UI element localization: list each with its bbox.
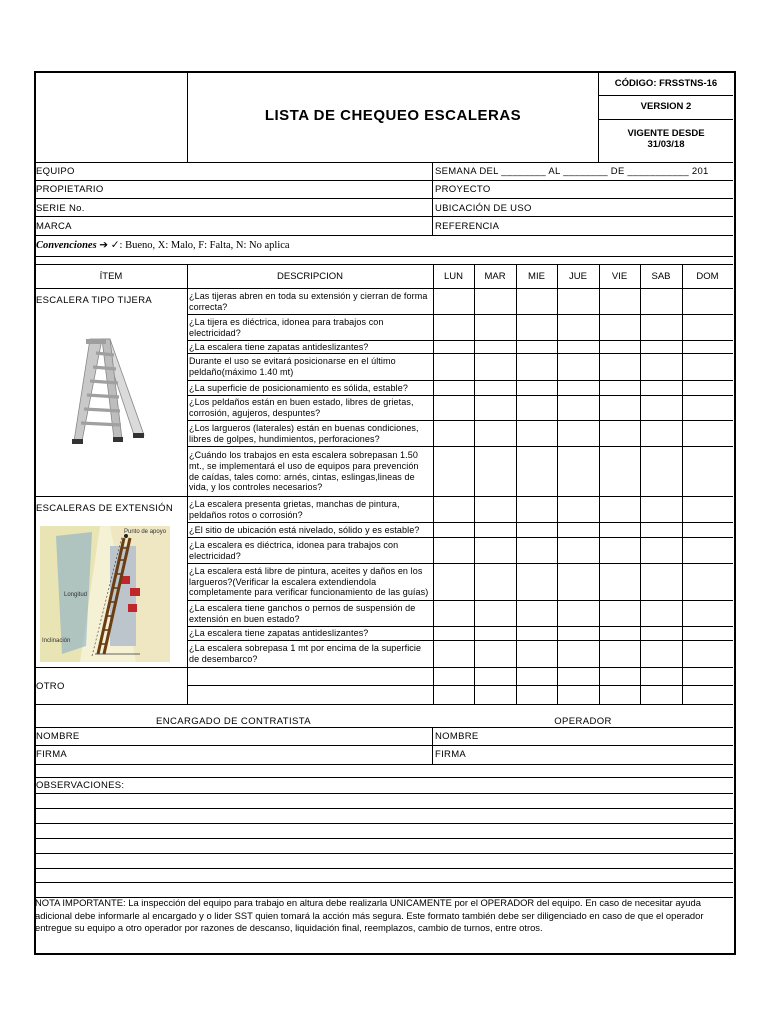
tijera-item-text: ¿Las tijeras abren en toda su extensión y cierran de forma correcta? [189, 290, 428, 312]
col-descripcion: DESCRIPCION [277, 271, 343, 282]
extension-check-cell-dom[interactable] [683, 627, 733, 640]
tijera-item-text: ¿Cuándo los trabajos en esta escalera sobrepasan 1.50 mt., se implementará el uso de equipos para prevención de caídas, tales como: arnés, cintas, eslingas,lineas de vida, y los controles necesarios? [189, 450, 419, 493]
tijera-check-cell-mar[interactable] [475, 396, 516, 420]
extension-check-cell-sab[interactable] [641, 523, 682, 537]
tijera-check-cell-jue[interactable] [558, 447, 599, 496]
tijera-check-cell-vie[interactable] [600, 396, 640, 420]
tijera-check-cell-jue[interactable] [558, 421, 599, 446]
tijera-check-cell-dom[interactable] [683, 396, 733, 420]
extension-check-cell-dom[interactable] [683, 497, 733, 522]
tijera-check-cell-lun[interactable] [434, 315, 474, 340]
extension-check-cell-lun[interactable] [434, 601, 474, 626]
extension-check-cell-jue[interactable] [558, 538, 599, 563]
extension-check-cell-mie[interactable] [517, 601, 557, 626]
tijera-check-cell-sab[interactable] [641, 289, 682, 314]
tijera-check-cell-mie[interactable] [517, 381, 557, 395]
extension-check-cell-dom[interactable] [683, 641, 733, 667]
tijera-check-cell-mar[interactable] [475, 289, 516, 314]
diagram-label-longitud: Longitud [64, 592, 88, 598]
extension-check-cell-mar[interactable] [475, 601, 516, 626]
section-tijera-title: ESCALERA TIPO TIJERA [36, 295, 152, 306]
grid-line [35, 838, 733, 839]
convenciones-text: : Bueno, X: Malo, F: Falta, N: No aplica [119, 240, 290, 251]
tijera-check-cell-sab[interactable] [641, 341, 682, 353]
extension-check-cell-sab[interactable] [641, 564, 682, 600]
extension-check-cell-lun[interactable] [434, 627, 474, 640]
extension-check-cell-dom[interactable] [683, 601, 733, 626]
tijera-check-cell-mar[interactable] [475, 354, 516, 380]
extension-check-cell-vie[interactable] [600, 538, 640, 563]
tijera-check-cell-vie[interactable] [600, 447, 640, 496]
tijera-item-2 [189, 315, 431, 340]
grid-line [35, 808, 733, 809]
extension-check-cell-sab[interactable] [641, 641, 682, 667]
extension-check-cell-jue[interactable] [558, 641, 599, 667]
extension-check-cell-vie[interactable] [600, 641, 640, 667]
grid-line [35, 793, 733, 794]
col-day-mie: MIE [528, 271, 545, 282]
convenciones-label: Convenciones [36, 240, 97, 251]
tijera-check-cell-lun[interactable] [434, 447, 474, 496]
tijera-check-cell-vie[interactable] [600, 315, 640, 340]
extension-check-cell-dom[interactable] [683, 523, 733, 537]
col-day-jue: JUE [569, 271, 587, 282]
serie-field[interactable]: SERIE No. [36, 203, 85, 214]
tijera-item-text: Durante el uso se evitará posicionarse en el último peldaño(máximo 1.40 mt) [189, 356, 396, 377]
tijera-check-cell-sab[interactable] [641, 354, 682, 380]
tijera-check-cell-vie[interactable] [600, 381, 640, 395]
extension-item-text: ¿La escalera es diéctrica, idonea para trabajos con electricidad? [189, 539, 399, 561]
tijera-check-cell-vie[interactable] [600, 354, 640, 380]
vigente-fecha: 31/03/18 [647, 139, 685, 150]
extension-item-text: ¿La escalera tiene ganchos o pernos de suspensión de extensión en buen estado? [189, 602, 416, 624]
col-day-mar: MAR [484, 271, 506, 282]
extension-item-1 [189, 497, 431, 522]
tijera-check-cell-dom[interactable] [683, 289, 733, 314]
extension-check-cell-jue[interactable] [558, 627, 599, 640]
extension-check-cell-mar[interactable] [475, 641, 516, 667]
grid-line [35, 868, 733, 869]
col-day-dom: DOM [696, 271, 719, 282]
equipo-field[interactable]: EQUIPO [36, 166, 75, 177]
tijera-check-cell-dom[interactable] [683, 315, 733, 340]
tijera-item-7 [189, 421, 431, 446]
tijera-check-cell-lun[interactable] [434, 354, 474, 380]
operador-heading: OPERADOR [554, 716, 612, 727]
tijera-check-cell-sab[interactable] [641, 396, 682, 420]
tijera-check-cell-mar[interactable] [475, 315, 516, 340]
extension-check-cell-dom[interactable] [683, 564, 733, 600]
extension-item-text: ¿La escalera está libre de pintura, aceites y daños en los largueros?(Verificar la escalera extendiendola completamente para verificar funcionamiento de las guías) [189, 566, 429, 598]
tijera-item-5 [189, 381, 431, 395]
proyecto-field[interactable]: PROYECTO [435, 184, 491, 195]
extension-check-cell-vie[interactable] [600, 523, 640, 537]
tijera-item-text: ¿La tijera es diéctrica, idonea para trabajos con electricidad? [189, 316, 384, 338]
tijera-check-cell-jue[interactable] [558, 381, 599, 395]
extension-item-2 [189, 523, 431, 537]
tijera-item-text: ¿La escalera tiene zapatas antideslizantes? [189, 341, 369, 352]
tijera-check-cell-mar[interactable] [475, 421, 516, 446]
propietario-field[interactable]: PROPIETARIO [36, 184, 104, 195]
extension-check-cell-sab[interactable] [641, 497, 682, 522]
extension-check-cell-mar[interactable] [475, 523, 516, 537]
tijera-check-cell-mie[interactable] [517, 341, 557, 353]
tijera-check-cell-dom[interactable] [683, 381, 733, 395]
contratista-nombre-field[interactable]: NOMBRE [36, 731, 80, 742]
tijera-check-cell-mie[interactable] [517, 447, 557, 496]
tijera-check-cell-jue[interactable] [558, 354, 599, 380]
step-ladder-image [62, 335, 147, 447]
extension-check-cell-mar[interactable] [475, 627, 516, 640]
tijera-check-cell-vie[interactable] [600, 341, 640, 353]
tijera-check-cell-jue[interactable] [558, 396, 599, 420]
convenciones [36, 239, 290, 251]
tijera-check-cell-dom[interactable] [683, 421, 733, 446]
marca-field[interactable]: MARCA [36, 221, 72, 232]
extension-check-cell-sab[interactable] [641, 627, 682, 640]
ubicacion-field[interactable]: UBICACIÓN DE USO [435, 203, 532, 214]
tijera-check-cell-lun[interactable] [434, 421, 474, 446]
col-day-vie: VIE [611, 271, 628, 282]
extension-check-cell-sab[interactable] [641, 538, 682, 563]
form-title: LISTA DE CHEQUEO ESCALERAS [264, 107, 522, 124]
extension-item-4 [189, 564, 431, 600]
extension-item-text: ¿La escalera sobrepasa 1 mt por encima de la superficie de desembarco? [189, 643, 422, 664]
tijera-check-cell-dom[interactable] [683, 447, 733, 496]
tijera-item-4 [189, 354, 431, 380]
extension-check-cell-mar[interactable] [475, 497, 516, 522]
operador-nombre-field[interactable]: NOMBRE [435, 731, 479, 742]
tijera-check-cell-lun[interactable] [434, 289, 474, 314]
check-icon: ✓ [110, 240, 120, 251]
tijera-item-3 [189, 341, 431, 353]
grid-line [35, 853, 733, 854]
grid-line [35, 882, 733, 883]
referencia-field[interactable]: REFERENCIA [435, 221, 500, 232]
extension-check-cell-sab[interactable] [641, 601, 682, 626]
tijera-check-cell-dom[interactable] [683, 354, 733, 380]
extension-check-cell-vie[interactable] [600, 564, 640, 600]
tijera-item-6 [189, 396, 431, 420]
tijera-check-cell-vie[interactable] [600, 289, 640, 314]
tijera-check-cell-mie[interactable] [517, 396, 557, 420]
semana-field[interactable]: SEMANA DEL ________ AL ________ DE ___________ 201 [435, 166, 709, 177]
tijera-item-text: ¿Los peldaños están en buen estado, libres de grietas, corrosión, agujeros, despuntes? [189, 397, 414, 418]
tijera-check-cell-mie[interactable] [517, 354, 557, 380]
tijera-item-text: ¿La superficie de posicionamiento es sólida, estable? [189, 382, 408, 393]
extension-item-6 [189, 627, 431, 640]
tijera-check-cell-jue[interactable] [558, 315, 599, 340]
extension-check-cell-mie[interactable] [517, 497, 557, 522]
extension-check-cell-mie[interactable] [517, 523, 557, 537]
extension-check-cell-lun[interactable] [434, 564, 474, 600]
tijera-item-text: ¿Los largueros (laterales) están en buenas condiciones, libres de golpes, hundimientos, perforaciones? [189, 422, 419, 444]
arrow-icon: ➔ [99, 240, 109, 251]
extension-check-cell-vie[interactable] [600, 497, 640, 522]
extension-item-text: ¿La escalera presenta grietas, manchas de pintura, peldaños rotos o corrosión? [189, 498, 400, 520]
tijera-check-cell-mie[interactable] [517, 421, 557, 446]
col-day-lun: LUN [443, 271, 463, 282]
extension-check-cell-lun[interactable] [434, 538, 474, 563]
extension-check-cell-mar[interactable] [475, 538, 516, 563]
extension-check-cell-dom[interactable] [683, 538, 733, 563]
contratista-firma-field[interactable]: FIRMA [36, 749, 68, 760]
tijera-check-cell-mar[interactable] [475, 447, 516, 496]
extension-check-cell-mie[interactable] [517, 538, 557, 563]
tijera-check-cell-sab[interactable] [641, 381, 682, 395]
nota-importante: NOTA IMPORTANTE: La inspección del equipo para trabajo en altura debe realizarla UNICAMENTE por el OPERADOR del equipo. En caso de necesitar ayuda adicional debe informarle al encargado y o lider SST quien tomará la acción más segura. Este formato también debe ser diligenciado en caso de que el operador entregue su equipo a otro operador por razones de descanso, liquidación final, reemplazos, cambio de turnos, entre otros. [35, 897, 704, 934]
extension-item-text: ¿El sitio de ubicación está nivelado, sólido y es estable? [189, 524, 420, 535]
observaciones-label: OBSERVACIONES: [36, 780, 125, 791]
extension-check-cell-lun[interactable] [434, 497, 474, 522]
contratista-heading: ENCARGADO DE CONTRATISTA [156, 716, 311, 727]
tijera-check-cell-lun[interactable] [434, 381, 474, 395]
tijera-check-cell-jue[interactable] [558, 289, 599, 314]
extension-check-cell-mie[interactable] [517, 627, 557, 640]
extension-check-cell-jue[interactable] [558, 523, 599, 537]
extension-check-cell-mie[interactable] [517, 564, 557, 600]
extension-check-cell-mar[interactable] [475, 564, 516, 600]
grid-line [188, 685, 733, 686]
tijera-check-cell-dom[interactable] [683, 341, 733, 353]
extension-item-3 [189, 538, 431, 563]
extension-item-text: ¿La escalera tiene zapatas antideslizantes? [189, 628, 369, 639]
extension-item-7 [189, 641, 431, 667]
tijera-check-cell-mie[interactable] [517, 289, 557, 314]
extension-check-cell-lun[interactable] [434, 641, 474, 667]
tijera-check-cell-jue[interactable] [558, 341, 599, 353]
extension-check-cell-mie[interactable] [517, 641, 557, 667]
tijera-check-cell-sab[interactable] [641, 315, 682, 340]
extension-check-cell-jue[interactable] [558, 497, 599, 522]
codigo-label: CÓDIGO: FRSSTNS-16 [614, 78, 718, 89]
section-otro-title: OTRO [36, 681, 65, 692]
extension-check-cell-lun[interactable] [434, 523, 474, 537]
operador-firma-field[interactable]: FIRMA [435, 749, 467, 760]
extension-check-cell-jue[interactable] [558, 564, 599, 600]
tijera-item-8 [189, 447, 431, 496]
diagram-label-punto: Punto de apoyo [124, 529, 167, 535]
version-label: VERSION 2 [640, 101, 692, 112]
tijera-check-cell-mar[interactable] [475, 381, 516, 395]
extension-check-cell-vie[interactable] [600, 627, 640, 640]
tijera-check-cell-mie[interactable] [517, 315, 557, 340]
tijera-check-cell-sab[interactable] [641, 421, 682, 446]
tijera-item-1 [189, 289, 431, 314]
tijera-check-cell-vie[interactable] [600, 421, 640, 446]
vigente-label: VIGENTE DESDE [627, 128, 705, 139]
tijera-check-cell-lun[interactable] [434, 341, 474, 353]
diagram-label-inclinacion: Inclinación [42, 638, 71, 644]
section-extension-title: ESCALERAS DE EXTENSIÓN [36, 503, 173, 514]
extension-item-5 [189, 601, 431, 626]
grid-line [35, 667, 733, 668]
extension-check-cell-jue[interactable] [558, 601, 599, 626]
tijera-check-cell-lun[interactable] [434, 396, 474, 420]
tijera-check-cell-sab[interactable] [641, 447, 682, 496]
extension-check-cell-vie[interactable] [600, 601, 640, 626]
col-day-sab: SAB [651, 271, 671, 282]
grid-line [35, 823, 733, 824]
col-item: ÍTEM [99, 271, 123, 282]
tijera-check-cell-mar[interactable] [475, 341, 516, 353]
